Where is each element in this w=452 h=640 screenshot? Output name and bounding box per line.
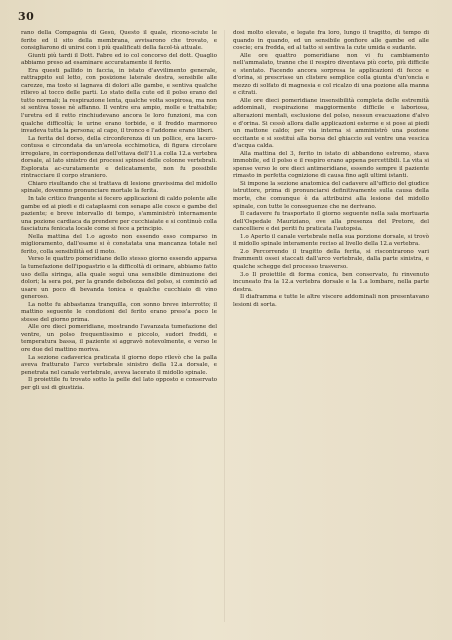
- paragraph: Alle ore quattro pomeridiane non vi fu cambiamento nell'ammalato, tranne che il respiro diventava più corto, più difficile e stentato. Facendo ancora sorpresa le applicazioni di fecce e d'orina, si prescrisse un clistere semplice colla giunta d'un'oncia e mezzo di solfato di magnesia e col ricalzo di una pozione alla manna e citrati.: [233, 52, 429, 97]
- paragraph: Alle ore dieci pomeridiane, mostrando l'avanzata tumefazione del ventre, un polso frequentissimo e piccolo, sudori freddi, e temperatura bassa, il paziente si aggravò notevolmente, e verso le ore due del mattino moriva.: [21, 324, 217, 353]
- paragraph: Il proiettile fu trovato sotto la pelle del lato opposto e conservato per gli usi di giustizia.: [21, 377, 217, 391]
- paragraph: In tale critico frangente si fecero applicazioni di caldo polente alle gambe ed ai piedi e di cataplasmi con senape alle cosce e gambe del paziente; e breve intervallo di tempo, s'amministrò internamente una pozione cardiaca da prendere per cucchiaiate e si continuò colla fasciatura fenicata locale come si fece a principio.: [21, 196, 217, 233]
- paragraph: 3.o Il proiettile di forma conica, ben conservato, fu rinvenuto incuneato fra la 12.a vertebra dorsale e la 1.a lombare, nella parte destra.: [233, 271, 429, 293]
- paragraph: Era questi pallido in faccia, in istato d'avvilimento generale, rattrappito sul letto, con posizione laterale destra, sensibile alle carezze, ma tosto si lagnava di dolori alle gambe, e sentiva qualche rilievo al tocco delle parti. Lo stato della cute ed il polso erano del tutto normali; la respirazione lenta, qualche volta sospirosa, ma non si sentiva tosse nè affanno. Il ventre era ampio, molle e trattabile; l'uretra ed il retto rinchiudevano ancora le loro funzioni, ma con qualche difficoltà; le urine erano torbide, e il freddo marmoreo invadeva tutta la persona; al capo, il tronco e l'addome erano liberi.: [21, 67, 217, 135]
- paragraph: La notte fu abbastanza tranquilla, con sonno breve interrotto; il mattino seguente le condizioni del ferito erano press'a poco le stesse del giorno prima.: [21, 301, 217, 323]
- paragraph: La sezione cadaverica praticata il giorno dopo rilevò che la palla aveva fratturato l'arco vertebrale sinistro della 12.a dorsale, e penetrata nel canale vertebrale, aveva lacerato il midollo spinale.: [21, 354, 217, 376]
- paragraph: Il diaframma e tutte le altre viscere addominali non presentavano lesioni di sorta.: [233, 294, 429, 308]
- page-number: 30: [18, 10, 35, 23]
- paragraph: Chiaro risultando che si trattava di lesione gravissima del midollo spinale, dovemmo pronunciare mortale la ferita.: [21, 180, 217, 195]
- paragraph: 1.o Aperto il canale vertebrale nella sua porzione dorsale, si trovò il midollo spinale interamente reciso al livello della 12.a vertebra.: [233, 233, 429, 248]
- paragraph: Giunti più tardi il Dott. Fabre ed io col concorso del dott. Quaglio abbiamo preso ad esaminare accuratamente il ferito.: [21, 52, 217, 67]
- paragraph: Nella mattina del 1.o agosto non essendo esso comparso in miglioramento, dall'esame si è constatata una mancanza totale nel ferito, colla sensibilità ed il moto.: [21, 233, 217, 255]
- left-column: [21, 30, 217, 622]
- paragraph: Il cadavere fu trasportato il giorno seguente nella sala mortuaria dell'Ospedale Mauriziano, ove alla presenza del Pretore, del cancelliere e dei periti fu praticata l'autopsia.: [233, 211, 429, 233]
- paragraph: 2.o Percorrendo il tragitto della ferita, si riscontrarono vari frammenti ossei staccati dall'arco vertebrale, dalla parte sinistra, e qualche schegge del processo trasverso.: [233, 248, 429, 270]
- column-gutter: [224, 30, 225, 622]
- right-column: [233, 30, 429, 622]
- paragraph: dosi molto elevate, e legate fra loro, lungo il tragitto, di tempo di quando in quando, ed un sensibile gonfiore alle gambe ed alle coscie; era fredda, ed al tatto si sentiva la cute umida e sudante.: [233, 30, 429, 52]
- paragraph: La ferita del dorso, della circonferenza di un pollice, era lacero-contusa e circondata da un'areola ecchimotica, di figura circolare irregolare, in corrispondenza dell'ottava dell'11.a colla 12.a vertebra dorsale, al lato sinistro dei processi spinosi delle colonne vertebrali. Esplorata ac-curatamente e delicatamente, non fu possibile rintracciare il corpo straniero.: [21, 135, 217, 180]
- paragraph: Verso le quattro pomeridiane dello stesso giorno essendo apparsa la tumefazione dell'ipogastrio e la difficoltà di orinare, abbiamo fatto uso della siringa, alla quale seguì una sensibile diminuzione dei dolori; la sera poi, per la grande debolezza del polso, si cominciò ad usare un poco di bevanda tonica e qualche cucchiaio di vino generoso.: [21, 256, 217, 301]
- paragraph: Alle ore dieci pomeridiane insensibilità completa delle estremità addominali, respirazione maggiormente difficile e laboriosa, alterazioni mentali, esclusione del polso, nessun evacuazione d'alvo e d'orina. Si cessò allora dalle applicazioni esterne e si pose ai piedi un mattone caldo; per via interna si amministrò una pozione eccitante e si sostituì alla borsa del ghiaccio sul ventre una vescica d'acqua calda.: [233, 97, 429, 150]
- paragraph: Si impone la sezione anatomica del cadavere all'ufficio del giudice istruttore, prima di pronunciarsi definitivamente sulla causa della morte, che comunque è da attribuirsi alla lesione del midollo spinale, con tutte le conseguenze che ne derivano.: [233, 180, 429, 210]
- paragraph: rano della Compagnia di Gesù, Questo il quale, ricono-sciute le ferite ed il sito della membrana, avvisarono che trovato, e consigliarono di unirsi con i più qualificati della facol-tà attuale.: [21, 30, 217, 52]
- paragraph: Alla mattina del 3, ferito in istato di abbandono estremo, stava immobile, ed il polso e il respiro erano appena percettibili. La vita si spense verso le ore dieci antimeridiane, essendo sempre il paziente rimasto in perfetta cognizione di causa fino agli ultimi istanti.: [233, 150, 429, 180]
